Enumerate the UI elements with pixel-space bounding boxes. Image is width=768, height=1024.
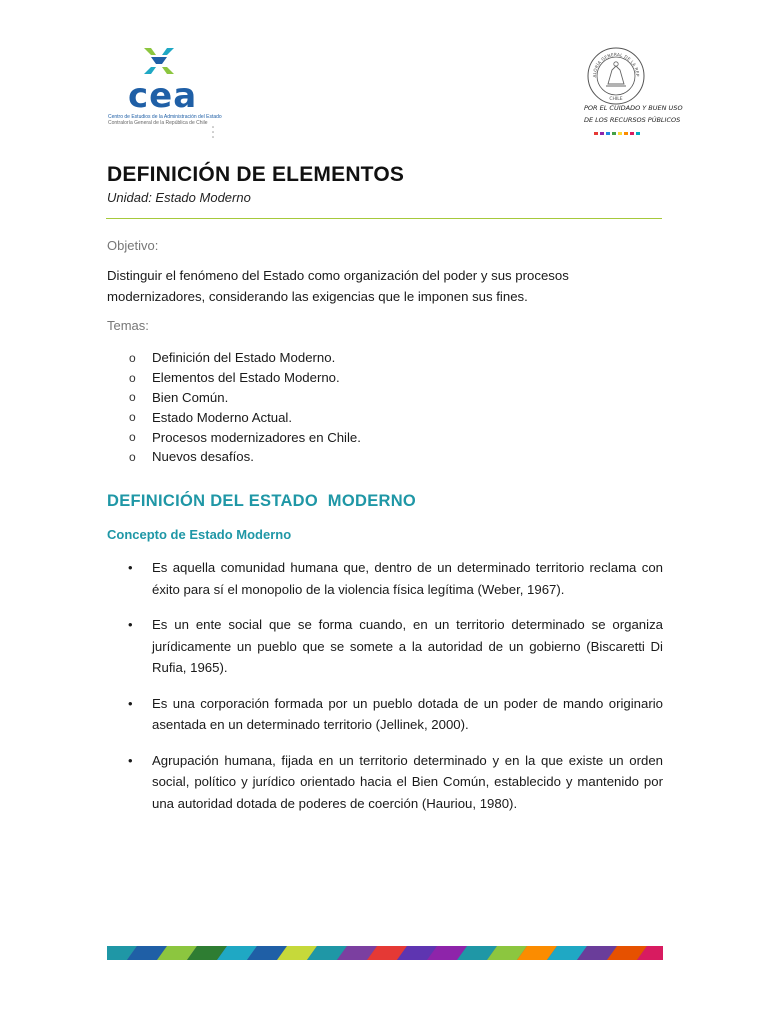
topics-label: Temas: <box>107 318 149 333</box>
title-divider <box>106 218 662 219</box>
svg-text:CONTRALORÍA GENERAL DE LA REPÚ <box>586 46 640 77</box>
definition-text: Es aquella comunidad humana que, dentro de un determinado territorio reclama con éxito para sí el monopolio de la violencia física legítima (Weber, 1967). <box>152 560 663 597</box>
definition-text: Agrupación humana, fijada en un territorio determinado y en la que existe un orden social, político y jurídico orientado hacia el Bien Común, establecido y mantenido por una autoridad dotada de poderes de coerción (Hauriou, 1980). <box>152 752 663 811</box>
section-heading: DEFINICIÓN DEL ESTADO MODERNO <box>107 492 417 510</box>
seal-colored-dots <box>594 132 644 136</box>
subsection-heading: Concepto de Estado Moderno <box>107 527 292 542</box>
seal-ring-text: ALORÍA GENERAL DE LA REP <box>591 51 641 78</box>
cea-subline-1: Centro de Estudios de la Administración del Estado <box>108 114 222 120</box>
footer-decorative-band <box>107 946 663 960</box>
unit-subtitle: Unidad: Estado Moderno <box>107 190 251 205</box>
seal-emblem-icon <box>586 46 646 106</box>
list-item <box>107 447 507 467</box>
cea-decorative-dots <box>212 126 214 140</box>
contraloria-seal <box>584 46 683 150</box>
list-bullet: o <box>129 350 136 365</box>
cea-logo <box>106 42 226 138</box>
cea-wordmark: cea <box>128 76 198 116</box>
list-item <box>107 557 663 600</box>
topic-text: Estado Moderno Actual. <box>152 409 293 425</box>
topic-text: Nuevos desafíos. <box>152 449 254 465</box>
list-item <box>107 388 507 408</box>
definition-text: Es un ente social que se forma cuando, en un territorio determinado se organiza jurídicamente un pueblo que se somete a la autoridad de un gobierno (Biscaretti Di Rufia, 1965). <box>152 617 663 675</box>
seal-motto-line-2: DE LOS RECURSOS PÚBLICOS <box>584 116 681 124</box>
list-bullet: o <box>129 370 136 385</box>
list-bullet: • <box>128 617 133 632</box>
list-bullet: • <box>128 695 133 711</box>
topic-text: Elementos del Estado Moderno. <box>152 370 340 386</box>
list-item <box>107 368 507 388</box>
topic-text: Bien Común. <box>152 389 229 405</box>
list-bullet: • <box>128 752 133 768</box>
topics-list <box>107 348 507 467</box>
seal-motto-line-1: POR EL CUIDADO Y BUEN USO <box>584 104 683 112</box>
cea-subline-2: Contraloría General de la República de Chile <box>108 120 208 126</box>
definitions-list <box>107 557 663 828</box>
list-item <box>107 348 507 368</box>
list-item <box>107 427 507 447</box>
list-item <box>107 614 663 679</box>
list-item <box>107 407 507 427</box>
document-title: DEFINICIÓN DE ELEMENTOS <box>107 163 405 186</box>
list-item <box>107 750 663 815</box>
objective-label: Objetivo: <box>107 238 159 253</box>
list-bullet: o <box>129 410 136 425</box>
definition-text: Es una corporación formada por un pueblo dotada de un poder de mando originario asentada en un determinado territorio (Jellinek, 2000). <box>152 695 663 732</box>
topic-text: Definición del Estado Moderno. <box>152 350 336 366</box>
list-bullet: • <box>128 560 133 575</box>
cea-cross-mark-icon <box>142 46 176 76</box>
list-item <box>107 693 663 736</box>
seal-country-text: CHILE <box>609 97 623 102</box>
topic-text: Procesos modernizadores en Chile. <box>152 429 361 445</box>
objective-text: Distinguir el fenómeno del Estado como organización del poder y sus procesos modernizadores, considerando las exigencias que le imponen sus fines. <box>107 268 569 304</box>
list-bullet: o <box>129 390 136 405</box>
list-bullet: o <box>129 430 136 445</box>
list-bullet: o <box>129 449 136 464</box>
